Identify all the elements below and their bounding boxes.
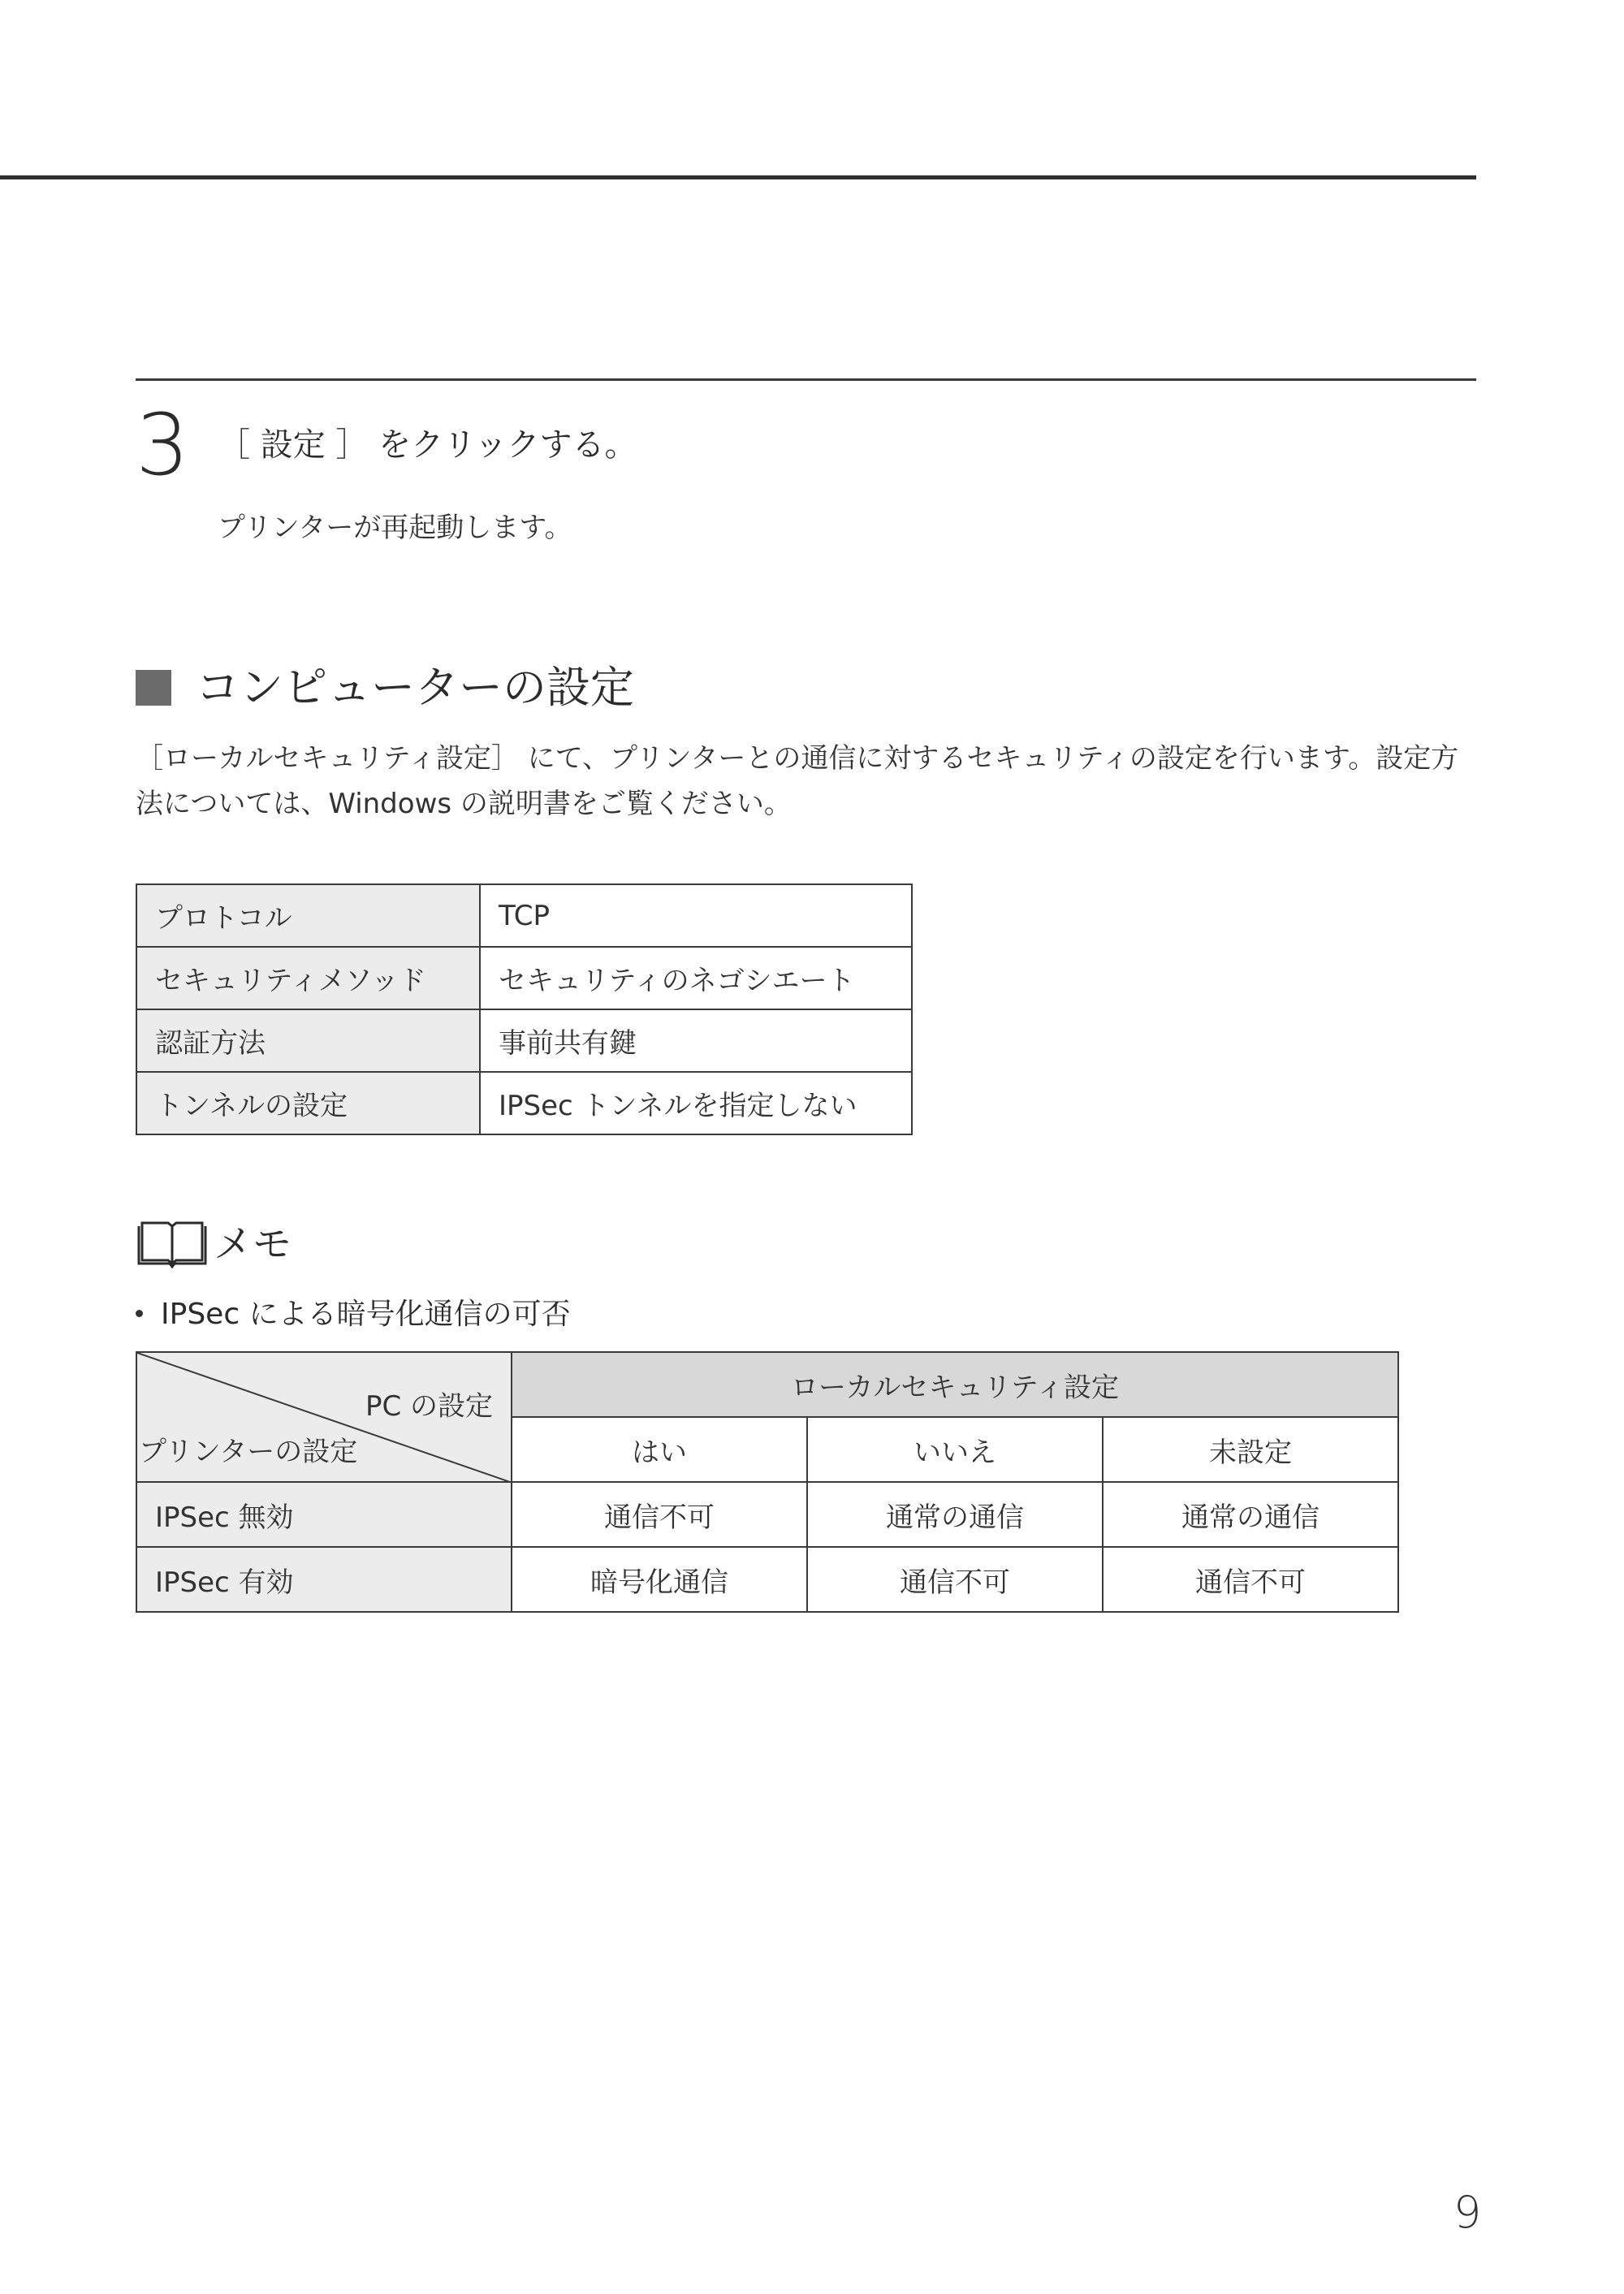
- table-value: IPSec トンネルを指定しない: [480, 1072, 912, 1134]
- page-number: 9: [1453, 2187, 1482, 2238]
- bullet-dot-icon: [136, 1310, 143, 1317]
- table-cell: 暗号化通信: [512, 1547, 807, 1612]
- table-row: [136, 947, 912, 1009]
- table-value: セキュリティのネゴシエート: [480, 947, 912, 1009]
- table-key: セキュリティメソッド: [136, 947, 480, 1009]
- header-rule: [0, 175, 1476, 179]
- table-row: [136, 1482, 1398, 1547]
- column-header: はい: [512, 1417, 807, 1482]
- book-icon: [136, 1220, 209, 1268]
- table-cell: 通常の通信: [807, 1482, 1103, 1547]
- table-value: TCP: [480, 884, 912, 947]
- table-value: 事前共有鍵: [480, 1009, 912, 1072]
- row-header: IPSec 無効: [136, 1482, 512, 1547]
- table-key: トンネルの設定: [136, 1072, 480, 1134]
- table-cell: 通信不可: [1103, 1547, 1398, 1612]
- paragraph-line-1: ［ローカルセキュリティ設定］ にて、プリンターとの通信に対するセキュリティの設定を行います。設定方: [136, 742, 1459, 775]
- table-row: [136, 1547, 1398, 1612]
- table-row: [136, 1352, 1398, 1417]
- bullet-text: IPSec による暗号化通信の可否: [161, 1298, 571, 1331]
- settings-table: [136, 883, 913, 1135]
- step-description: プリンターが再起動します。: [218, 512, 572, 544]
- table-row: [136, 1072, 912, 1134]
- step-divider: [136, 378, 1476, 381]
- step-number: 3: [136, 395, 190, 495]
- memo-bullet: [136, 1294, 571, 1335]
- corner-top-label: PC の設定: [365, 1390, 493, 1423]
- table-key: プロトコル: [136, 884, 480, 947]
- memo-heading: [136, 1220, 292, 1268]
- table-row: [136, 1009, 912, 1072]
- step-title: ［ 設定 ］ をクリックする。: [218, 426, 637, 464]
- section-heading: [136, 659, 634, 716]
- section-paragraph: [136, 736, 1467, 827]
- column-header: 未設定: [1103, 1417, 1398, 1482]
- table-cell: 通信不可: [512, 1482, 807, 1547]
- matrix-corner-cell: [136, 1352, 512, 1482]
- section-title: コンピューターの設定: [196, 662, 634, 713]
- square-bullet-icon: [136, 670, 171, 706]
- ipsec-matrix-table: [136, 1351, 1399, 1613]
- table-cell: 通常の通信: [1103, 1482, 1398, 1547]
- table-cell: 通信不可: [807, 1547, 1103, 1612]
- group-header: ローカルセキュリティ設定: [512, 1352, 1398, 1417]
- memo-label: メモ: [214, 1221, 292, 1267]
- paragraph-line-2: 法については、Windows の説明書をご覧ください。: [136, 788, 792, 820]
- row-header: IPSec 有効: [136, 1547, 512, 1612]
- table-row: [136, 884, 912, 947]
- column-header: いいえ: [807, 1417, 1103, 1482]
- table-key: 認証方法: [136, 1009, 480, 1072]
- corner-bottom-label: プリンターの設定: [139, 1436, 358, 1468]
